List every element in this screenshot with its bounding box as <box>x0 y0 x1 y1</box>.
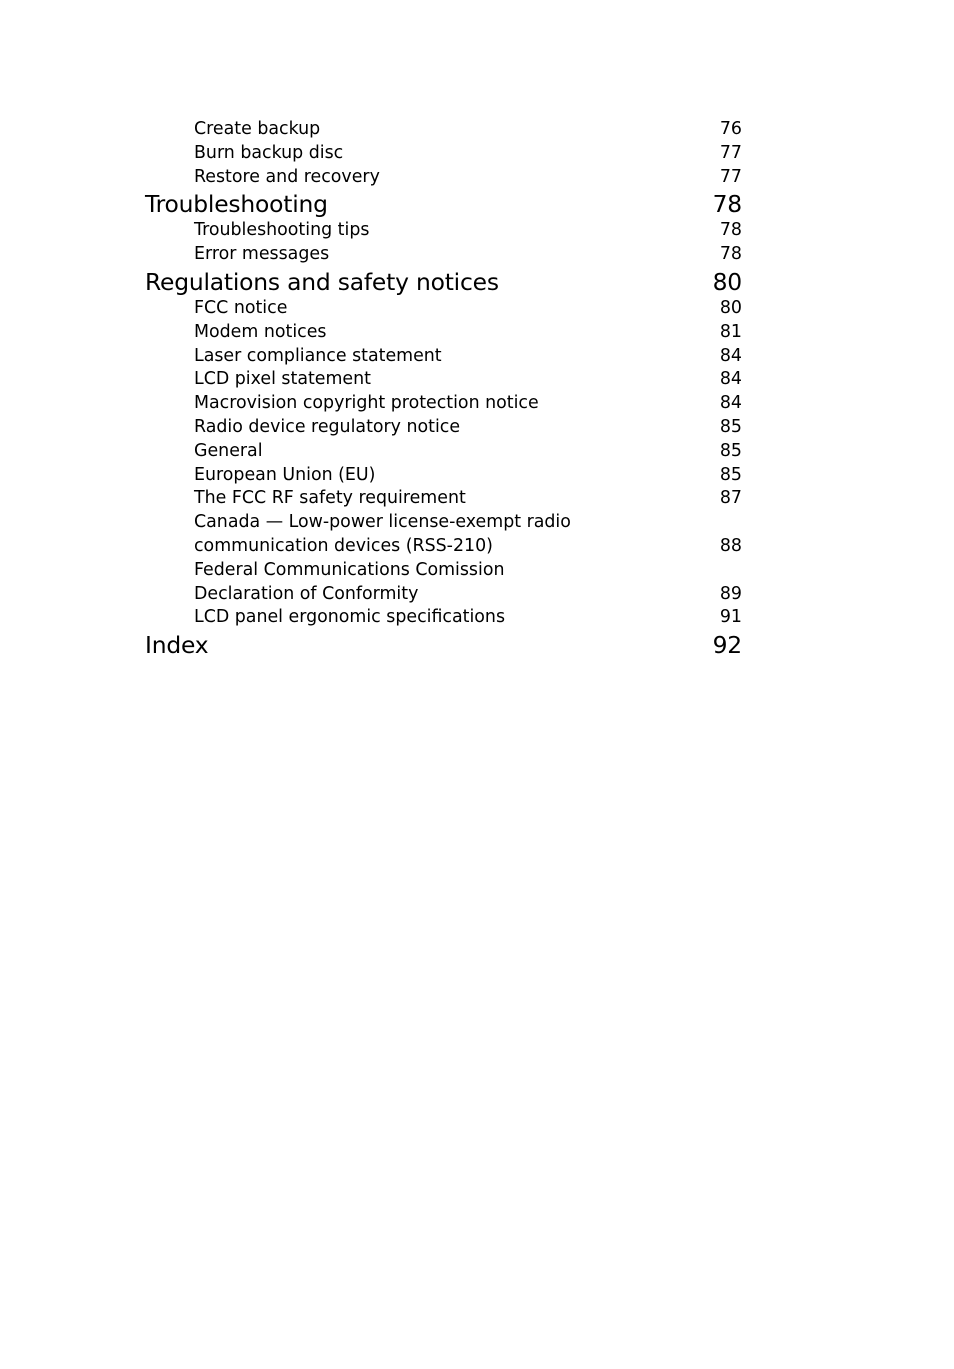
toc-entry-create-backup[interactable] <box>145 118 742 142</box>
toc-entry-troubleshooting-tips[interactable] <box>145 219 742 243</box>
toc-entry-modem-notices[interactable] <box>145 321 742 345</box>
toc-entry-page-number: 85 <box>719 464 742 485</box>
toc-chapter-title: Regulations and safety notices <box>145 267 499 296</box>
toc-entry-page-number: 85 <box>719 416 742 437</box>
toc-entry-page-number: 91 <box>719 607 742 628</box>
toc-entry-page-number: 84 <box>719 369 742 390</box>
toc-entry-label: Burn backup disc <box>194 142 344 163</box>
toc-entry-page-number: 77 <box>719 166 742 187</box>
toc-entry-fcc-rf-safety-requirement[interactable] <box>145 487 742 511</box>
toc-entry-label: LCD panel ergonomic specifications <box>194 607 506 628</box>
toc-chapter-troubleshooting[interactable] <box>145 189 742 219</box>
toc-entry-label-line: Declaration of Conformity <box>194 583 419 604</box>
toc-chapter-title: Index <box>145 631 209 660</box>
toc-entry-label-line: Canada — Low-power license-exempt radio <box>194 512 571 533</box>
toc-chapter-page-number: 92 <box>712 631 742 660</box>
toc-entry-page-number: 81 <box>719 321 742 342</box>
toc-entry-page-number: 78 <box>719 220 742 241</box>
toc-entry-label: Radio device regulatory notice <box>194 416 461 437</box>
toc-entry-page-number: 80 <box>719 297 742 318</box>
toc-entry-label: Create backup <box>194 119 321 139</box>
toc-entry-label: Troubleshooting tips <box>194 220 370 241</box>
toc-entry-restore-and-recovery[interactable] <box>145 166 742 190</box>
toc-entry-label: FCC notice <box>194 297 288 318</box>
toc-entry-canada-rss-210[interactable] <box>145 511 742 559</box>
toc-entry-label: Macrovision copyright protection notice <box>194 393 539 414</box>
toc-entry-page-number: 78 <box>719 244 742 265</box>
toc-entry-page-number: 88 <box>719 535 742 556</box>
toc-entry-label: LCD pixel statement <box>194 369 371 390</box>
toc-entry-page-number: 76 <box>719 119 742 139</box>
toc-entry-error-messages[interactable] <box>145 243 742 267</box>
toc-entry-page-number: 77 <box>719 142 742 163</box>
toc-entry-page-number: 89 <box>719 583 742 604</box>
toc-entry-laser-compliance-statement[interactable] <box>145 345 742 369</box>
toc-chapter-index[interactable] <box>145 630 742 660</box>
toc-entry-european-union[interactable] <box>145 464 742 488</box>
toc-entry-label: Restore and recovery <box>194 166 380 187</box>
toc-entry-page-number: 84 <box>719 393 742 414</box>
toc-entry-label-line: Federal Communications Comission <box>194 559 505 580</box>
toc-entry-label: Laser compliance statement <box>194 345 442 366</box>
toc-chapter-title: Troubleshooting <box>145 190 328 219</box>
toc-entry-page-number: 84 <box>719 345 742 366</box>
toc-entry-label: General <box>194 440 263 461</box>
toc-entry-label: Modem notices <box>194 321 327 342</box>
toc-entry-fcc-notice[interactable] <box>145 297 742 321</box>
toc-entry-macrovision-notice[interactable] <box>145 392 742 416</box>
toc-chapter-page-number: 78 <box>712 190 742 219</box>
toc-entry-lcd-panel-ergonomic-specifications[interactable] <box>145 606 742 630</box>
toc-entry-burn-backup-disc[interactable] <box>145 142 742 166</box>
toc-entry-label-line: communication devices (RSS-210) <box>194 535 493 556</box>
toc-entry-page-number: 87 <box>719 488 742 509</box>
toc-chapter-regulations-and-safety-notices[interactable] <box>145 267 742 297</box>
toc-entry-label: European Union (EU) <box>194 464 376 485</box>
toc-entry-radio-device-regulatory-notice[interactable] <box>145 416 742 440</box>
toc-entry-label: The FCC RF safety requirement <box>194 488 466 509</box>
toc-entry-label: Error messages <box>194 244 330 265</box>
toc-entry-lcd-pixel-statement[interactable] <box>145 368 742 392</box>
toc-entry-general[interactable] <box>145 440 742 464</box>
toc-chapter-page-number: 80 <box>712 267 742 296</box>
toc-entry-page-number: 85 <box>719 440 742 461</box>
table-of-contents <box>145 118 742 660</box>
toc-entry-fcc-declaration-of-conformity[interactable] <box>145 559 742 607</box>
